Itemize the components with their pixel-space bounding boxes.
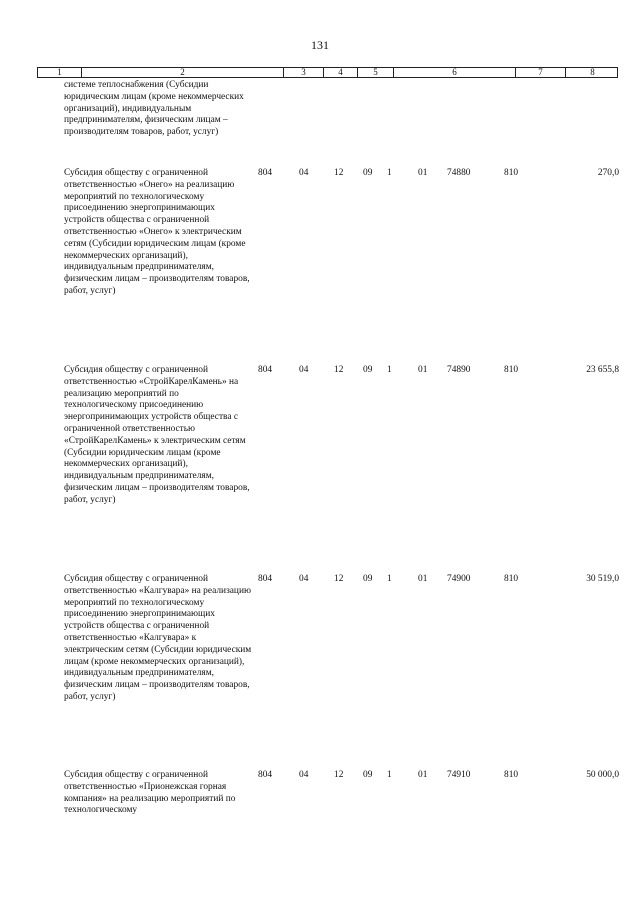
gr-code: 804 <box>258 168 273 178</box>
target-code-part: 09 <box>363 168 373 178</box>
gr-code: 804 <box>258 770 273 780</box>
row-name: Субсидия обществу с ограниченной ответственностью «Онего» на реализацию мероприятий по технологическому присоединению энергопринимающих устройств общества с ограниченной ответственностью «Онего» к электрическим сетям (Субсидии юридическим лицам (кроме некоммерческих организаций), индивидуальным предпринимателям, физическим лицам – производителям товаров, работ, услуг) <box>64 168 250 296</box>
amount: 30 519,0 <box>586 574 619 584</box>
row-name: системе теплоснабжения (Субсидии юридическим лицам (кроме некоммерческих организаций), индивидуальным предпринимателям, физическим лицам – производителям товаров, работ, услуг) <box>64 80 244 138</box>
column-header: 8 <box>590 67 595 77</box>
rz-code: 04 <box>299 365 309 375</box>
row-name: Субсидия обществу с ограниченной ответственностью «Калгувара» на реализацию мероприятий по технологическому присоединению энергопринимающих устройств общества с ограниченной ответственностью «Калгувара» к электрическим сетям (Субсидии юридическим лицам (кроме некоммерческих организаций), индивидуальным предпринимателям, физическим лицам – производителям товаров, работ, услуг) <box>64 574 252 702</box>
target-code-part: 01 <box>418 574 428 584</box>
amount: 50 000,0 <box>586 770 619 780</box>
target-code-part: 74900 <box>447 574 471 584</box>
gr-code: 804 <box>258 365 273 375</box>
row-name: Субсидия обществу с ограниченной ответственностью «СтройКарелКамень» на реализацию мероприятий по технологическому присоединению энергопринимающих устройств общества с ограниченной ответственностью «СтройКарелКамень» к электрическим сетям (Субсидии юридическим лицам (кроме некоммерческих организаций), индивидуальным предпринимателям, физическим лицам – производителям товаров, работ, услуг) <box>64 365 250 505</box>
target-code-part: 74910 <box>447 770 471 780</box>
target-code-part: 1 <box>387 574 392 584</box>
rz-code: 04 <box>299 770 309 780</box>
column-header: 7 <box>516 68 566 77</box>
vr-code: 810 <box>504 365 519 375</box>
column-header: 1 <box>38 68 82 77</box>
target-code-part: 09 <box>363 574 373 584</box>
column-header-row <box>37 67 618 78</box>
rz-code: 04 <box>299 168 309 178</box>
target-code-part: 74880 <box>447 168 471 178</box>
column-header: 5 <box>358 68 394 77</box>
target-code-part: 1 <box>387 168 392 178</box>
vr-code: 810 <box>504 574 519 584</box>
amount: 270,0 <box>597 168 619 178</box>
rz-code: 04 <box>299 574 309 584</box>
column-header: 6 <box>394 68 516 77</box>
target-code-part: 09 <box>363 770 373 780</box>
row-name: Субсидия обществу с ограниченной ответственностью «Прионежская горная компания» на реализацию мероприятий по технологическому <box>64 770 236 816</box>
target-code-part: 1 <box>387 770 392 780</box>
target-code-part: 1 <box>387 365 392 375</box>
page-number: 131 <box>311 38 329 52</box>
target-code-part: 01 <box>418 770 428 780</box>
pr-code: 12 <box>334 574 344 584</box>
column-header: 3 <box>284 68 324 77</box>
gr-code: 804 <box>258 574 273 584</box>
target-code-part: 74890 <box>447 365 471 375</box>
column-header: 4 <box>324 68 358 77</box>
pr-code: 12 <box>334 770 344 780</box>
target-code-part: 01 <box>418 365 428 375</box>
column-header: 2 <box>82 68 284 77</box>
amount: 23 655,8 <box>586 365 619 375</box>
vr-code: 810 <box>504 770 519 780</box>
vr-code: 810 <box>504 168 519 178</box>
pr-code: 12 <box>334 365 344 375</box>
pr-code: 12 <box>334 168 344 178</box>
target-code-part: 09 <box>363 365 373 375</box>
target-code-part: 01 <box>418 168 428 178</box>
